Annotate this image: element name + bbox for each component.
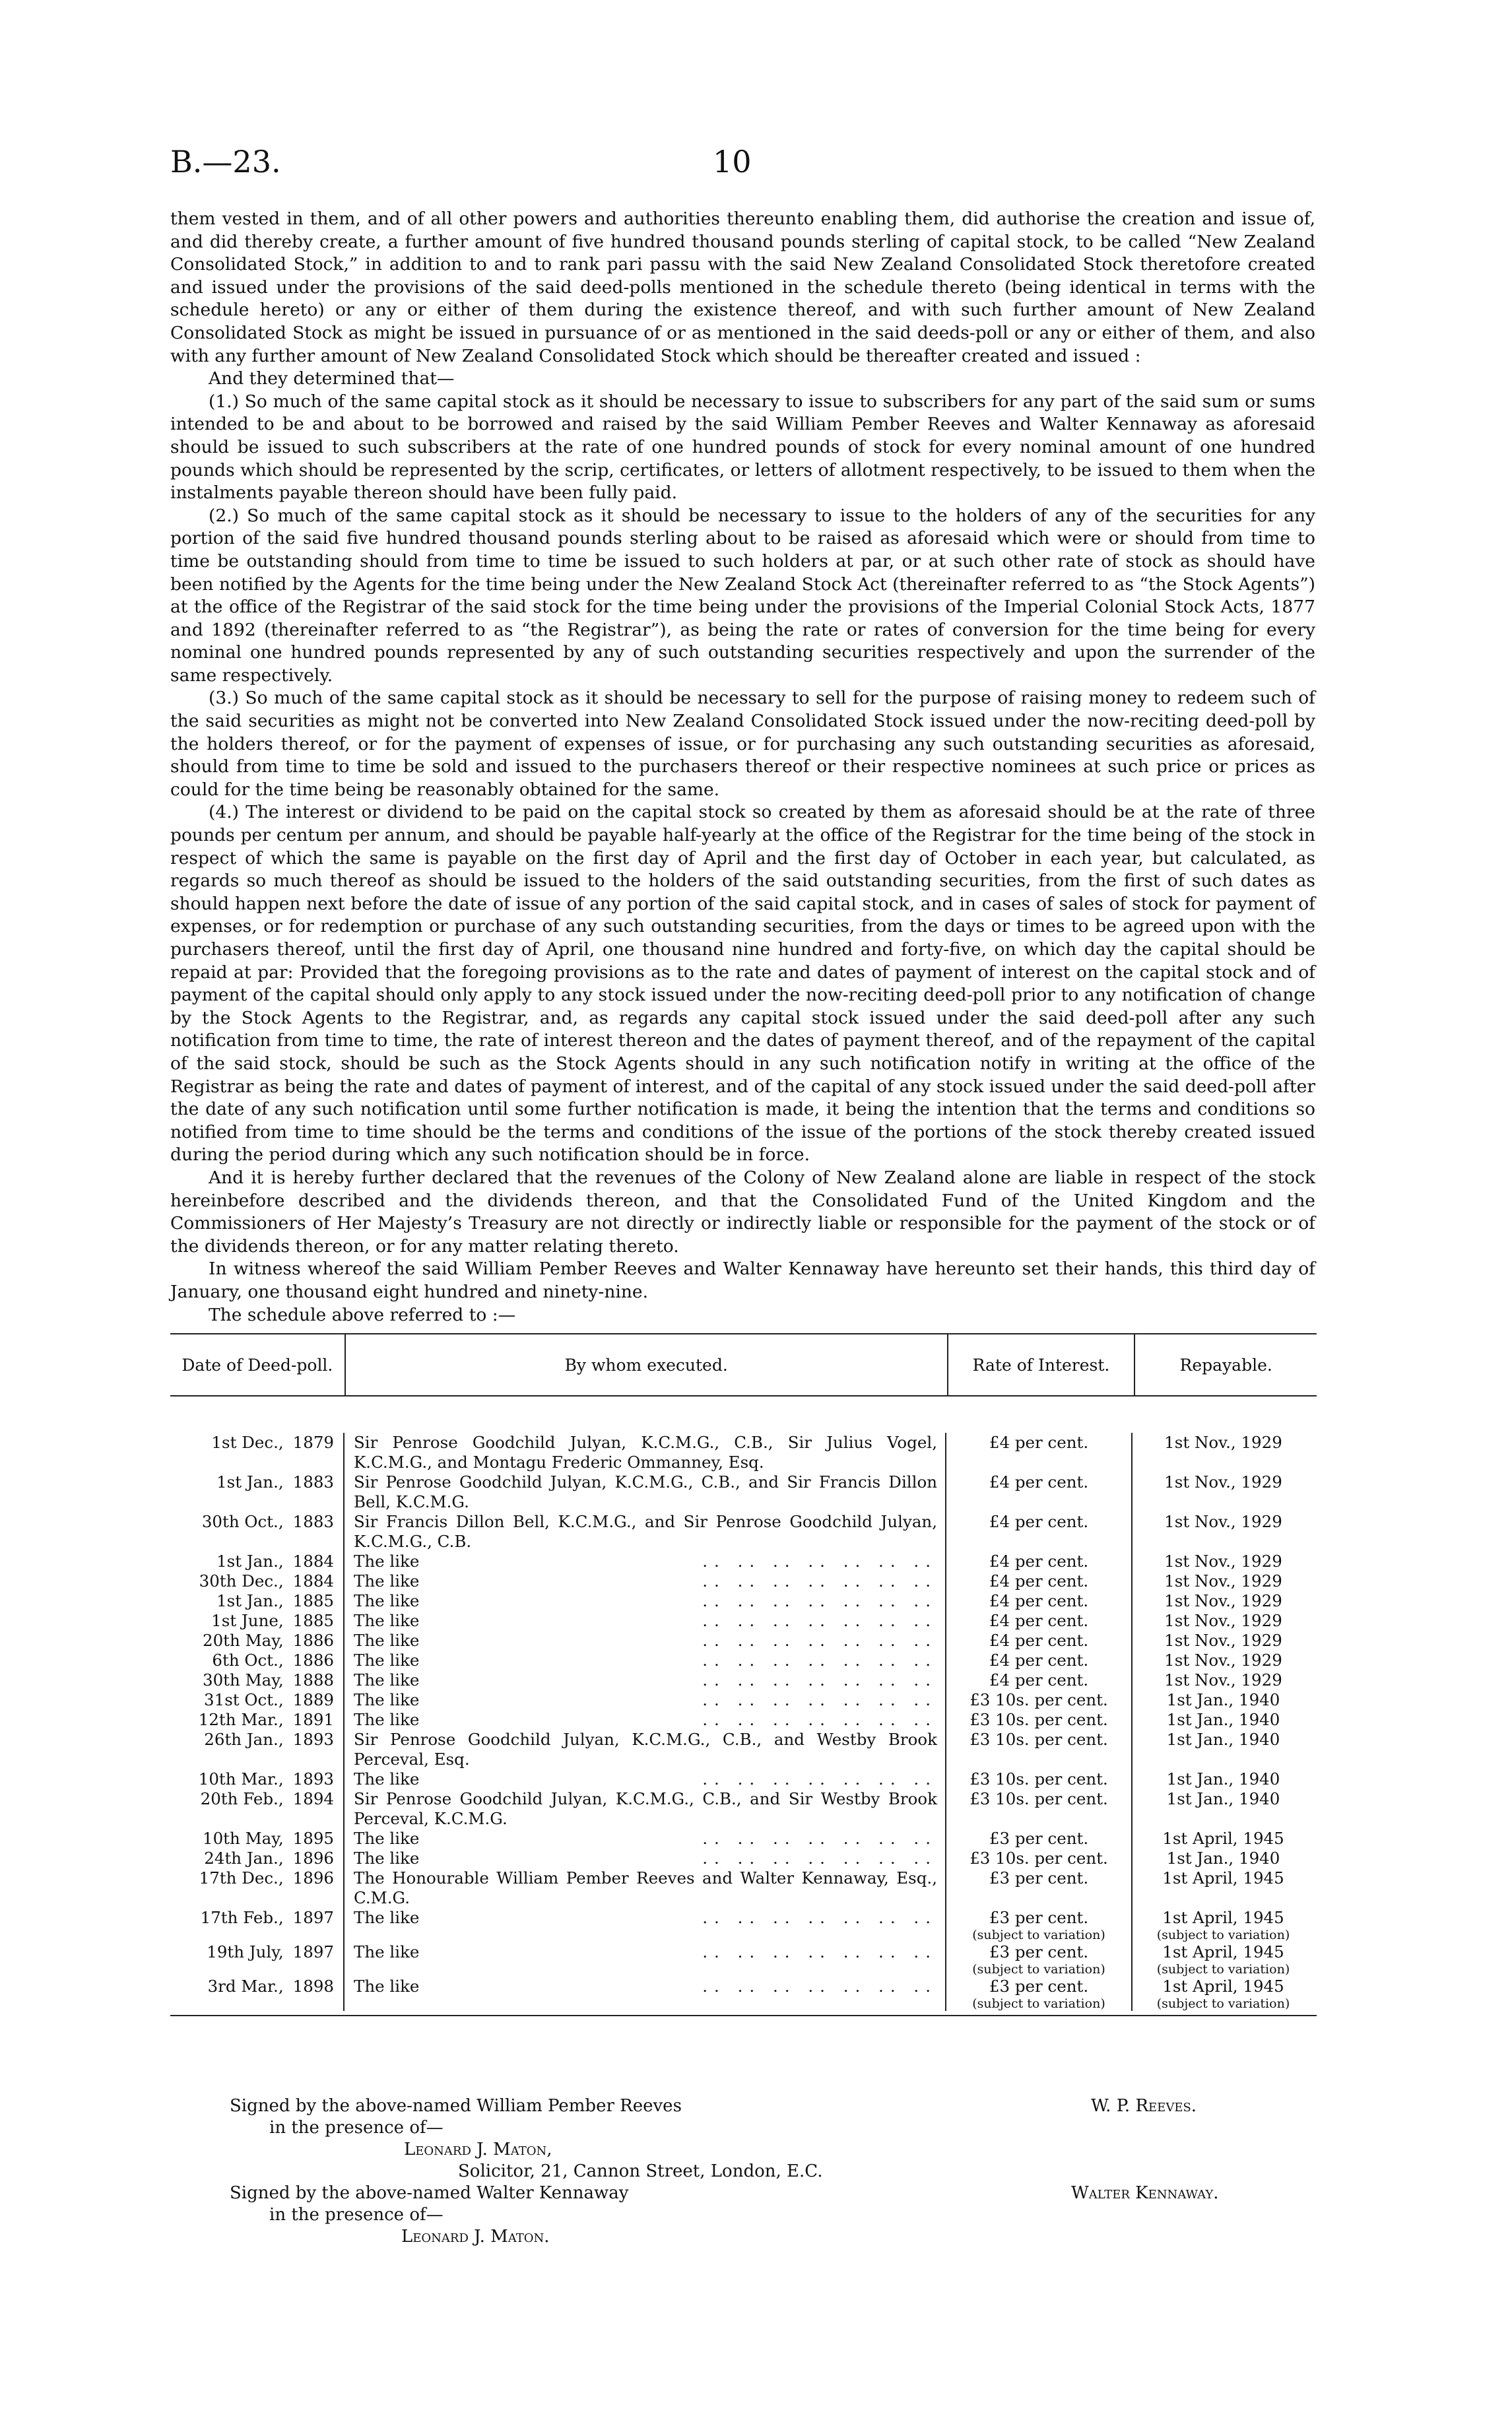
date-year: 1893 [292, 1769, 334, 1789]
leader-dots: .. .. .. .. .. .. .. [702, 1977, 937, 1996]
date-year: 1886 [292, 1651, 334, 1670]
date-year: 1897 [292, 1942, 334, 1961]
executed-by-text: The like [354, 1710, 420, 1729]
repayable-text: 1st April, 1945 [1162, 1868, 1284, 1888]
cell-date [170, 1611, 345, 1631]
date-day: 10th Mar., [198, 1769, 284, 1789]
cell-rate [946, 1829, 1133, 1849]
signed-line-1: Signed by the above-named William Pember Reeves [230, 2096, 682, 2116]
cell-executed-by [345, 1769, 946, 1789]
cell-rate [946, 1849, 1133, 1868]
table-row [170, 1611, 1317, 1631]
executed-by-text: The like [354, 1552, 420, 1571]
table-row [170, 1908, 1317, 1942]
table-row [170, 1472, 1317, 1512]
cell-date [170, 1591, 345, 1611]
executed-by-text: The like [354, 1829, 420, 1848]
date-day: 3rd Mar., [207, 1977, 284, 1996]
date-year: 1896 [292, 1849, 334, 1868]
cell-executed-by [345, 1591, 946, 1611]
cell-executed-by [345, 1710, 946, 1730]
cell-date [170, 1849, 345, 1868]
executed-by-text: The like [354, 1849, 420, 1868]
cell-repayable [1133, 1651, 1314, 1670]
repayable-text: 1st Nov., 1929 [1164, 1571, 1282, 1591]
leader-dots: .. .. .. .. .. .. .. [702, 1631, 937, 1650]
cell-executed-by [345, 1730, 946, 1769]
rate-note: (subject to variation) [972, 1962, 1105, 1977]
cell-repayable [1133, 1710, 1314, 1730]
executed-by-text: The Honourable William Pember Reeves and Walter Kennaway, Esq., C.M.G. [354, 1868, 937, 1907]
table-row [170, 1552, 1317, 1571]
leader-dots: .. .. .. .. .. .. .. [702, 1591, 937, 1610]
cell-executed-by [345, 1829, 946, 1849]
cell-rate [946, 1631, 1133, 1651]
date-year: 1885 [292, 1591, 334, 1610]
cell-repayable [1133, 1849, 1314, 1868]
repayable-note: (subject to variation) [1156, 1996, 1290, 2011]
rate-text: £4 per cent. [989, 1611, 1089, 1630]
cell-date [170, 1769, 345, 1789]
executed-by-text: The like [354, 1571, 420, 1591]
date-day: 1st Jan., [216, 1472, 284, 1492]
rate-text: £4 per cent. [989, 1571, 1089, 1591]
executed-by-text: The like [354, 1631, 420, 1650]
repayable-text: 1st Jan., 1940 [1166, 1849, 1280, 1868]
cell-executed-by [345, 1942, 946, 1977]
cell-executed-by [345, 1512, 946, 1552]
repayable-text: 1st April, 1945 [1162, 1942, 1284, 1961]
table-row [170, 1571, 1317, 1591]
cell-date [170, 1571, 345, 1591]
leader-dots: .. .. .. .. .. .. .. [702, 1690, 937, 1709]
date-year: 1879 [292, 1433, 334, 1452]
header-by-whom: By whom executed. [346, 1334, 948, 1395]
executed-by-text: The like [354, 1591, 420, 1610]
leader-dots: .. .. .. .. .. .. .. [702, 1849, 937, 1868]
table-row [170, 1868, 1317, 1908]
cell-rate [946, 1512, 1133, 1552]
cell-date [170, 1908, 345, 1942]
table-row [170, 1512, 1317, 1552]
cell-executed-by [345, 1552, 946, 1571]
witness-2: Leonard J. Maton. [401, 2227, 550, 2247]
cell-repayable [1133, 1769, 1314, 1789]
cell-repayable [1133, 1433, 1314, 1472]
cell-date [170, 1651, 345, 1670]
signed-line-2: Signed by the above-named Walter Kennaway [230, 2183, 629, 2203]
repayable-text: 1st April, 1945 [1162, 1977, 1284, 1996]
cell-date [170, 1829, 345, 1849]
date-day: 6th Oct., [212, 1651, 284, 1670]
cell-repayable [1133, 1670, 1314, 1690]
cell-rate [946, 1730, 1133, 1769]
cell-date [170, 1631, 345, 1651]
repayable-text: 1st Jan., 1940 [1166, 1789, 1280, 1808]
date-day: 10th May, [202, 1829, 284, 1848]
date-year: 1896 [292, 1868, 334, 1888]
cell-executed-by [345, 1631, 946, 1651]
signature-reeves: W. P. Reeves. [1091, 2096, 1197, 2116]
leader-dots: .. .. .. .. .. .. .. [702, 1769, 937, 1789]
rate-text: £3 per cent. [989, 1977, 1089, 1996]
repayable-text: 1st Nov., 1929 [1164, 1512, 1282, 1531]
table-row [170, 1829, 1317, 1849]
cell-repayable [1133, 1631, 1314, 1651]
leader-dots: .. .. .. .. .. .. .. [702, 1829, 937, 1848]
date-day: 30th May, [202, 1670, 284, 1690]
leader-dots: .. .. .. .. .. .. .. [702, 1571, 937, 1591]
date-year: 1884 [292, 1552, 334, 1571]
leader-dots: .. .. .. .. .. .. .. [702, 1670, 937, 1690]
date-day: 12th Mar., [198, 1710, 284, 1729]
witness-address: Solicitor, 21, Cannon Street, London, E.C. [458, 2161, 823, 2181]
repayable-text: 1st April, 1945 [1162, 1829, 1284, 1848]
cell-date [170, 1789, 345, 1829]
cell-rate [946, 1552, 1133, 1571]
date-year: 1888 [292, 1670, 334, 1690]
date-year: 1891 [292, 1710, 334, 1729]
date-day: 31st Oct., [204, 1690, 284, 1709]
repayable-text: 1st Nov., 1929 [1164, 1631, 1282, 1650]
executed-by-text: Sir Penrose Goodchild Julyan, K.C.M.G., C.B., and Westby Brook Perceval, Esq. [354, 1730, 937, 1769]
page-header [0, 144, 1512, 190]
cell-repayable [1133, 1730, 1314, 1769]
date-year: 1895 [292, 1829, 334, 1848]
date-year: 1894 [292, 1789, 334, 1808]
cell-executed-by [345, 1868, 946, 1908]
table-row [170, 1789, 1317, 1829]
cell-rate [946, 1670, 1133, 1690]
table-row [170, 1977, 1317, 2011]
body-text [170, 208, 1315, 1327]
cell-repayable [1133, 1789, 1314, 1829]
cell-executed-by [345, 1611, 946, 1631]
repayable-note: (subject to variation) [1156, 1962, 1290, 1977]
rate-text: £3 10s. per cent. [970, 1730, 1108, 1749]
table-row [170, 1433, 1317, 1472]
cell-rate [946, 1789, 1133, 1829]
rate-text: £4 per cent. [989, 1591, 1089, 1610]
date-year: 1893 [292, 1730, 334, 1749]
cell-rate [946, 1433, 1133, 1472]
table-row [170, 1730, 1317, 1769]
table-row [170, 1690, 1317, 1710]
repayable-note: (subject to variation) [1156, 1928, 1290, 1942]
cell-executed-by [345, 1977, 946, 2011]
leader-dots: .. .. .. .. .. .. .. [702, 1611, 937, 1630]
paragraph-8: In witness whereof the said William Pember Reeves and Walter Kennaway have hereunto set their hands, this third day of January, one thousand eight hundred and ninety-nine. [170, 1259, 1315, 1302]
executed-by-text: Sir Penrose Goodchild Julyan, K.C.M.G., C.B., and Sir Westby Brook Perceval, K.C.M.G. [354, 1789, 937, 1828]
cell-date [170, 1710, 345, 1730]
table-row [170, 1849, 1317, 1868]
date-day: 17th Feb., [200, 1908, 284, 1927]
table-row [170, 1670, 1317, 1690]
paragraph-3: (1.) So much of the same capital stock as it should be necessary to issue to subscribers for any part of the said sum or sums intended to be and about to be borrowed and raised by the said William Pember Reeves and Walter Kennaway as aforesaid should be issued to such subscribers at the rate of one hundred pounds of stock for every nominal amount of one hundred pounds which should be represented by the scrip, certificates, or letters of allotment respectively, to be issued to them when the instalments payable thereon should have been fully paid. [170, 391, 1315, 504]
cell-rate [946, 1868, 1133, 1908]
rate-text: £4 per cent. [989, 1631, 1089, 1650]
executed-by-text: The like [354, 1690, 420, 1709]
executed-by-text: Sir Penrose Goodchild Julyan, K.C.M.G., C.B., Sir Julius Vogel, K.C.M.G., and Montagu Frederic Ommanney, Esq. [354, 1433, 937, 1472]
cell-repayable [1133, 1829, 1314, 1849]
cell-date [170, 1977, 345, 2011]
cell-rate [946, 1651, 1133, 1670]
table-row [170, 1631, 1317, 1651]
date-day: 17th Dec., [199, 1868, 284, 1888]
cell-executed-by [345, 1690, 946, 1710]
rate-text: £3 per cent. [989, 1942, 1089, 1961]
table-row [170, 1591, 1317, 1611]
cell-executed-by [345, 1789, 946, 1829]
date-day: 20th Feb., [200, 1789, 284, 1808]
rate-text: £3 per cent. [989, 1908, 1089, 1927]
date-year: 1886 [292, 1631, 334, 1650]
paragraph-7: And it is hereby further declared that the revenues of the Colony of New Zealand alone are liable in respect of the stock hereinbefore described and the dividends thereon, and that the Consolidated Fund of the United Kingdom and the Commissioners of Her Majesty’s Treasury are not directly or indirectly liable or responsible for the payment of the stock or of the dividends thereon, or for any matter relating thereto. [170, 1167, 1315, 1257]
cell-executed-by [345, 1472, 946, 1512]
executed-by-text: Sir Penrose Goodchild Julyan, K.C.M.G., C.B., and Sir Francis Dillon Bell, K.C.M.G. [354, 1472, 937, 1511]
cell-repayable [1133, 1611, 1314, 1631]
schedule-header-row [170, 1334, 1317, 1397]
cell-rate [946, 1977, 1133, 2011]
date-year: 1897 [292, 1908, 334, 1927]
cell-rate [946, 1571, 1133, 1591]
rate-text: £3 10s. per cent. [970, 1769, 1108, 1789]
signature-kennaway: Walter Kennaway. [1071, 2183, 1219, 2203]
rate-note: (subject to variation) [972, 1928, 1105, 1942]
executed-by-text: The like [354, 1670, 420, 1690]
date-day: 1st June, [211, 1611, 284, 1630]
date-day: 26th Jan., [204, 1730, 284, 1749]
rate-text: £3 10s. per cent. [970, 1789, 1108, 1808]
cell-date [170, 1730, 345, 1769]
cell-date [170, 1552, 345, 1571]
date-year: 1883 [292, 1512, 334, 1531]
rate-text: £4 per cent. [989, 1433, 1089, 1452]
cell-repayable [1133, 1512, 1314, 1552]
rate-text: £3 10s. per cent. [970, 1849, 1108, 1868]
rate-text: £4 per cent. [989, 1552, 1089, 1571]
date-day: 1st Dec., [211, 1433, 284, 1452]
cell-repayable [1133, 1571, 1314, 1591]
page-number: 10 [713, 144, 752, 180]
cell-date [170, 1868, 345, 1908]
cell-rate [946, 1942, 1133, 1977]
cell-executed-by [345, 1433, 946, 1472]
repayable-text: 1st Nov., 1929 [1164, 1552, 1282, 1571]
cell-executed-by [345, 1571, 946, 1591]
date-year: 1898 [292, 1977, 334, 1996]
date-day: 20th May, [202, 1631, 284, 1650]
header-rate: Rate of Interest. [948, 1334, 1136, 1395]
cell-date [170, 1433, 345, 1472]
cell-date [170, 1690, 345, 1710]
table-row [170, 1651, 1317, 1670]
cell-executed-by [345, 1651, 946, 1670]
rate-text: £3 per cent. [989, 1868, 1089, 1888]
cell-repayable [1133, 1552, 1314, 1571]
presence-line-2: in the presence of— [269, 2205, 444, 2225]
executed-by-text: The like [354, 1942, 420, 1961]
leader-dots: .. .. .. .. .. .. .. [702, 1908, 937, 1927]
rate-note: (subject to variation) [972, 1996, 1105, 2011]
date-day: 19th July, [207, 1942, 284, 1961]
repayable-text: 1st Nov., 1929 [1164, 1611, 1282, 1630]
schedule-table [170, 1333, 1317, 2016]
repayable-text: 1st April, 1945 [1162, 1908, 1284, 1927]
paragraph-4: (2.) So much of the same capital stock as it should be necessary to issue to the holders of any of the securities for any portion of the said five hundred thousand pounds sterling about to be raised as aforesaid which were or should from time to time be outstanding should from time to time be issued to such holders at par, or at such other rate of stock as should have been notified by the Agents for the time being under the New Zealand Stock Act (thereinafter referred to as “the Stock Agents”) at the office of the Registrar of the said stock for the time being under the provisions of the Imperial Colonial Stock Acts, 1877 and 1892 (thereinafter referred to as “the Registrar”), as being the rate or rates of conversion for the time being for every nominal one hundred pounds represented by any of such outstanding securities respectively and upon the surrender of the same respectively. [170, 505, 1315, 686]
date-year: 1883 [292, 1472, 334, 1492]
rate-text: £4 per cent. [989, 1651, 1089, 1670]
leader-dots: .. .. .. .. .. .. .. [702, 1710, 937, 1729]
cell-rate [946, 1690, 1133, 1710]
cell-rate [946, 1611, 1133, 1631]
rate-text: £3 10s. per cent. [970, 1710, 1108, 1729]
repayable-text: 1st Nov., 1929 [1164, 1651, 1282, 1670]
presence-line-1: in the presence of— [269, 2118, 444, 2138]
executed-by-text: Sir Francis Dillon Bell, K.C.M.G., and Sir Penrose Goodchild Julyan, K.C.M.G., C.B. [354, 1512, 937, 1551]
cell-repayable [1133, 1908, 1314, 1942]
repayable-text: 1st Nov., 1929 [1164, 1670, 1282, 1690]
cell-date [170, 1670, 345, 1690]
cell-repayable [1133, 1942, 1314, 1977]
table-row [170, 1942, 1317, 1977]
repayable-text: 1st Jan., 1940 [1166, 1730, 1280, 1749]
leader-dots: .. .. .. .. .. .. .. [702, 1942, 937, 1961]
paragraph-5: (3.) So much of the same capital stock as it should be necessary to sell for the purpose of raising money to redeem such of the said securities as might not be converted into New Zealand Consolidated Stock issued under the now-reciting deed-poll by the holders thereof, or for the payment of expenses of issue, or for purchasing any such outstanding securities as aforesaid, should from time to time be sold and issued to the purchasers thereof or their respective nominees at such price or prices as could for the time being be reasonably obtained for the same. [170, 688, 1315, 800]
date-day: 30th Dec., [199, 1571, 284, 1591]
date-day: 30th Oct., [201, 1512, 284, 1531]
repayable-text: 1st Nov., 1929 [1164, 1472, 1282, 1492]
table-row [170, 1769, 1317, 1789]
witness-1: Leonard J. Maton, [404, 2140, 552, 2159]
repayable-text: 1st Nov., 1929 [1164, 1591, 1282, 1610]
rate-text: £4 per cent. [989, 1512, 1089, 1531]
date-day: 1st Jan., [216, 1552, 284, 1571]
header-repayable: Repayable. [1179, 1355, 1272, 1375]
date-year: 1889 [292, 1690, 334, 1709]
repayable-text: 1st Jan., 1940 [1166, 1769, 1280, 1789]
executed-by-text: The like [354, 1651, 420, 1670]
date-year: 1885 [292, 1611, 334, 1630]
header-date: Date of Deed-poll. [170, 1334, 346, 1395]
paragraph-1: them vested in them, and of all other powers and authorities thereunto enabling them, did authorise the creation and issue of, and did thereby create, a further amount of five hundred thousand pounds sterling of capital stock, to be called “New Zealand Consolidated Stock,” in addition to and to rank pari passu with the said New Zealand Consolidated Stock theretofore created and issued under the provisions of the said deed-polls mentioned in the schedule thereto (being identical in terms with the schedule hereto) or any or either of them during the existence thereof, and with such further amount of New Zealand Consolidated Stock as might be issued in pursuance of or as mentioned in the said deeds-poll or any or either of them, and also with any further amount of New Zealand Consolidated Stock which should be thereafter created and issued : [170, 209, 1315, 366]
leader-dots: .. .. .. .. .. .. .. [702, 1552, 937, 1571]
cell-date [170, 1512, 345, 1552]
cell-executed-by [345, 1849, 946, 1868]
date-year: 1884 [292, 1571, 334, 1591]
date-day: 1st Jan., [216, 1591, 284, 1610]
cell-repayable [1133, 1868, 1314, 1908]
executed-by-text: The like [354, 1977, 420, 1996]
paragraph-6: (4.) The interest or dividend to be paid on the capital stock so created by them as aforesaid should be at the rate of three pounds per centum per annum, and should be payable half-yearly at the office of the Registrar for the time being of the stock in respect of which the same is payable on the first day of April and the first day of October in each year, but calculated, as regards so much thereof as should be issued to the holders of the said outstanding securities, from the first of such dates as should happen next before the date of issue of any portion of the said capital stock, and in cases of sales of stock for payment of expenses, or for redemption or purchase of any such outstanding securities, from the days or times to be agreed upon with the purchasers thereof, until the first day of April, one thousand nine hundred and forty-five, on which day the capital should be repaid at par: Provided that the foregoing provisions as to the rate and dates of payment of interest on the capital stock and of payment of the capital should only apply to any stock issued under the now-reciting deed-poll prior to any notification of change by the Stock Agents to the Registrar, and, as regards any capital stock issued under the said deed-poll after any such notification from time to time, the rate of interest thereon and the dates of payment thereof, and of the repayment of the capital of the said stock, should be such as the Stock Agents should in any such notification notify in writing at the office of the Registrar as being the rate and dates of payment of interest, and of the capital of any stock issued under the said deed-poll after the date of any such notification until some further notification is made, it being the intention that the terms and conditions so notified from time to time should be the terms and conditions of the issue of the portions of the stock thereby created issued during the period during which any such notification should be in force. [170, 802, 1315, 1166]
cell-repayable [1133, 1690, 1314, 1710]
rate-text: £3 per cent. [989, 1829, 1089, 1848]
cell-rate [946, 1908, 1133, 1942]
repayable-text: 1st Jan., 1940 [1166, 1690, 1280, 1709]
cell-date [170, 1942, 345, 1977]
rate-text: £4 per cent. [989, 1472, 1089, 1492]
leader-dots: .. .. .. .. .. .. .. [702, 1651, 937, 1670]
executed-by-text: The like [354, 1611, 420, 1630]
cell-rate [946, 1710, 1133, 1730]
cell-rate [946, 1769, 1133, 1789]
cell-repayable [1133, 1472, 1314, 1512]
executed-by-text: The like [354, 1908, 420, 1927]
cell-rate [946, 1472, 1133, 1512]
cell-executed-by [345, 1908, 946, 1942]
cell-executed-by [345, 1670, 946, 1690]
document-reference: B.—23. [170, 144, 281, 180]
rate-text: £4 per cent. [989, 1670, 1089, 1690]
repayable-text: 1st Jan., 1940 [1166, 1710, 1280, 1729]
schedule-body [170, 1397, 1317, 2015]
cell-repayable [1133, 1591, 1314, 1611]
cell-date [170, 1472, 345, 1512]
paragraph-9: The schedule above referred to :— [209, 1304, 516, 1325]
repayable-text: 1st Nov., 1929 [1164, 1433, 1282, 1452]
cell-rate [946, 1591, 1133, 1611]
paragraph-2: And they determined that— [209, 368, 455, 389]
executed-by-text: The like [354, 1769, 420, 1789]
date-day: 24th Jan., [204, 1849, 284, 1868]
table-row [170, 1710, 1317, 1730]
cell-repayable [1133, 1977, 1314, 2011]
rate-text: £3 10s. per cent. [970, 1690, 1108, 1709]
